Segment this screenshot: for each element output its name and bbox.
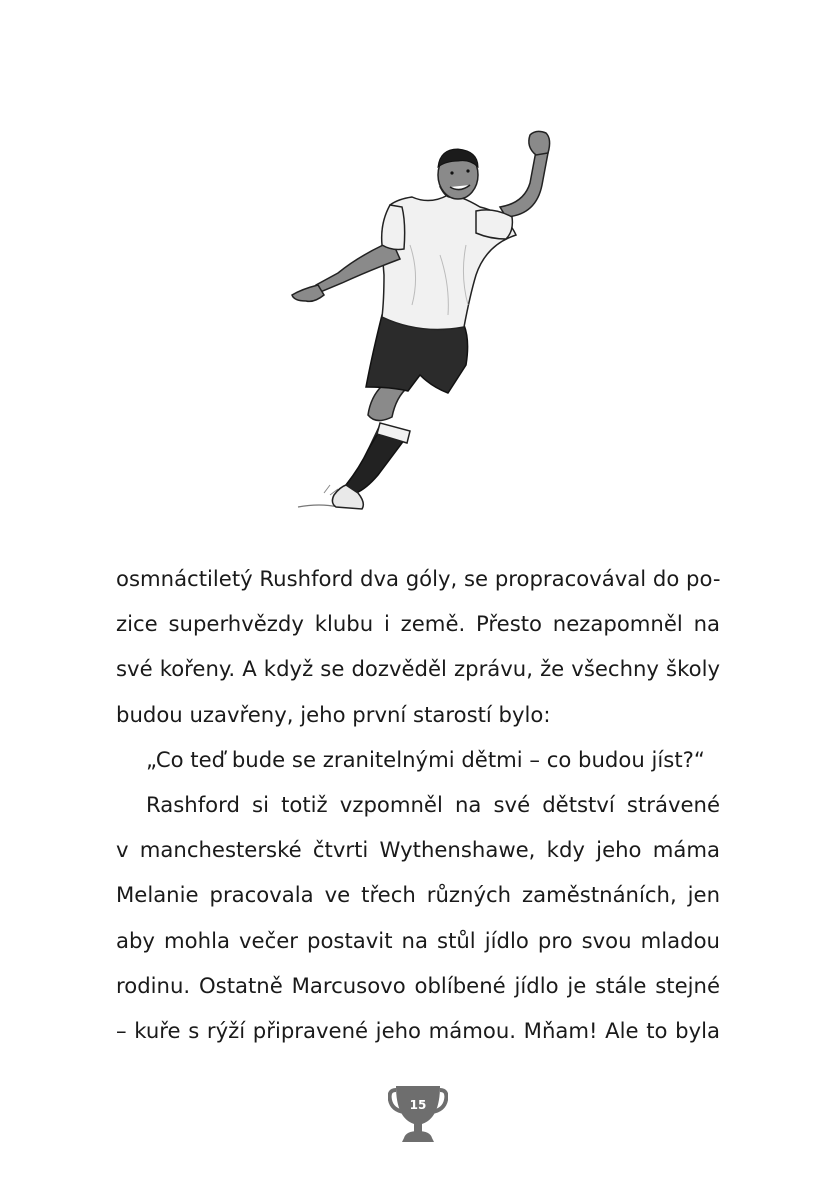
text-line: zice superhvězdy klubu i země. Přesto nezapomněl na bbox=[116, 611, 720, 637]
body-text bbox=[116, 556, 720, 1053]
text-line: Rashford si totiž vzpomněl na své dětství strávené bbox=[146, 791, 720, 817]
text-line: rodinu. Ostatně Marcusovo oblíbené jídlo je stále stejné bbox=[116, 972, 720, 998]
text-line: v manchesterské čtvrti Wythenshawe, kdy jeho máma bbox=[116, 837, 720, 863]
text-line: své kořeny. A když se dozvěděl zprávu, že všechny školy bbox=[116, 656, 720, 682]
text-line: budou uzavřeny, jeho první starostí bylo: bbox=[116, 701, 551, 727]
trophy-icon bbox=[388, 1082, 448, 1146]
text-line: osmnáctiletý Rushford dva góly, se propracovával do po- bbox=[116, 566, 721, 591]
text-line: aby mohla večer postavit na stůl jídlo pro svou mladou bbox=[116, 927, 720, 953]
footballer-celebration-illustration bbox=[280, 125, 570, 520]
text-line: – kuře s rýží připravené jeho mámou. Mňam! Ale to byla bbox=[116, 1017, 720, 1043]
text-line: Melanie pracovala ve třech různých zaměstnáních, jen bbox=[116, 882, 720, 908]
page-number: 15 bbox=[409, 1098, 427, 1112]
quote-line: „Co teď bude se zranitelnými dětmi – co budou jíst?“ bbox=[146, 746, 705, 772]
